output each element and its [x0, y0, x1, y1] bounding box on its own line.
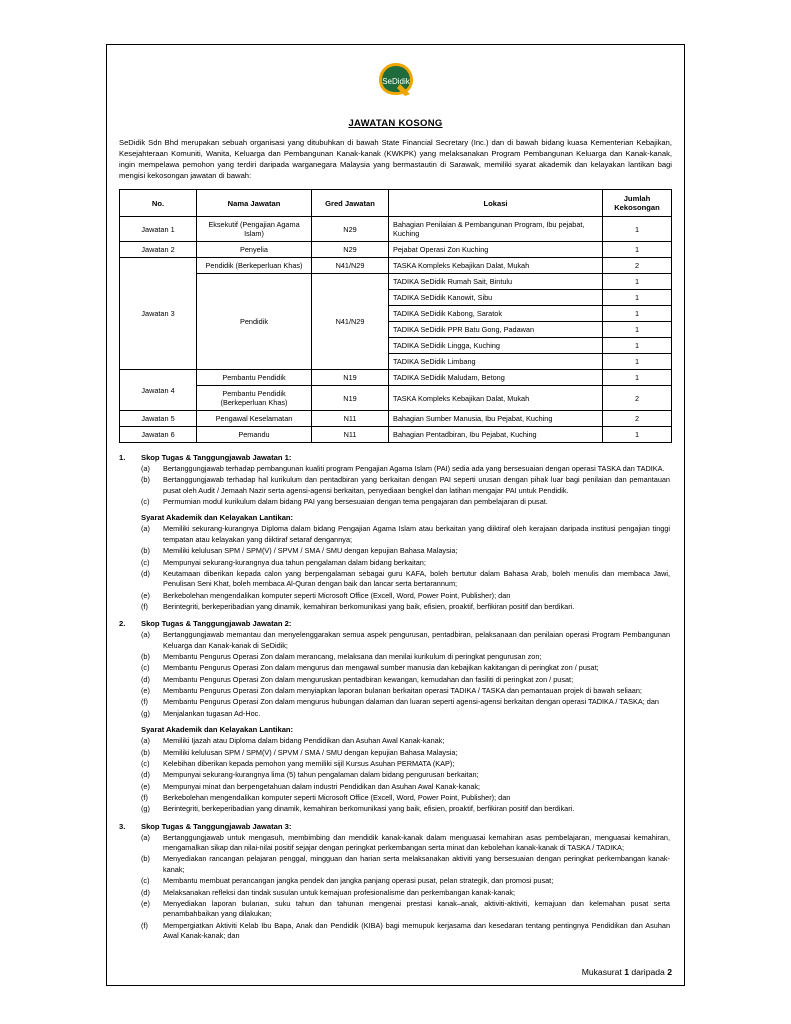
item-text: Mempunyai minat dan berpengetahuan dalam industri Pendidikan dan Asuhan Awal Kanak-kanak; — [163, 781, 481, 791]
item-marker: (a) — [141, 464, 150, 473]
logo-container — [119, 61, 672, 112]
item-text: Membantu Pengurus Operasi Zon dalam merancang, melaksana dan menilai kurikulum di peringkat pengurusan zon; — [163, 652, 542, 662]
cell-jumlah: 1 — [603, 322, 672, 338]
table-row — [120, 274, 672, 290]
item-marker: (c) — [141, 758, 150, 768]
cell-no: Jawatan 1 — [120, 217, 197, 242]
cell-lokasi: TADIKA SeDidik Rumah Sait, Bintulu — [389, 274, 603, 290]
section-item-list — [119, 630, 672, 719]
cell-gred-jawatan: N41/N29 — [312, 274, 389, 370]
cell-nama-jawatan: Eksekutif (Pengajian Agama Islam) — [197, 217, 312, 242]
item-marker: (e) — [141, 590, 150, 600]
cell-nama-jawatan: Pendidik — [197, 274, 312, 370]
table-row — [120, 370, 672, 386]
list-item — [119, 591, 672, 601]
section — [119, 619, 672, 814]
cell-nama-jawatan: Pembantu Pendidik — [197, 370, 312, 386]
section-number: 2. — [119, 619, 126, 629]
item-text: Melaksanakan refleksi dan tindak susulan untuk kemajuan profesionalisme dan perkembangan kanak-kanak; — [163, 887, 516, 897]
list-item — [119, 569, 672, 590]
item-text: Memiliki kelulusan SPM / SPM(V) / SPVM / SMA / SMU dengan kepujian Bahasa Malaysia; — [163, 546, 458, 556]
cell-jumlah: 1 — [603, 290, 672, 306]
cell-no: Jawatan 2 — [120, 242, 197, 258]
section-title: Skop Tugas & Tanggungjawab Jawatan 1: — [141, 453, 292, 462]
section-heading — [119, 453, 672, 462]
list-item — [119, 770, 672, 780]
cell-gred-jawatan: N41/N29 — [312, 258, 389, 274]
item-text: Menyediakan laporan bulanan, suku tahun dan tahunan mengenai prestasi kanak–anak, aktiviti-aktiviti, kemajuan dan kelemahan pusat serta penambahbaikan yang dilakukan; — [163, 898, 670, 919]
cell-lokasi: TADIKA SeDidik Kabong, Saratok — [389, 306, 603, 322]
cell-jumlah: 2 — [603, 258, 672, 274]
section-title: Skop Tugas & Tanggungjawab Jawatan 2: — [141, 619, 292, 629]
page-footer — [582, 967, 672, 977]
list-item — [119, 782, 672, 792]
list-item — [119, 558, 672, 568]
list-item — [119, 854, 672, 875]
list-item — [119, 652, 672, 662]
item-marker: (f) — [141, 697, 148, 707]
cell-gred-jawatan: N29 — [312, 242, 389, 258]
item-text: Memiliki Ijazah atau Diploma dalam bidang Pendidikan dan Asuhan Awal Kanak-kanak; — [163, 736, 445, 746]
table-row — [120, 386, 672, 411]
list-item — [119, 497, 672, 507]
item-text: Permurnian modul kurikulum dalam bidang PAI yang bersesuaian dengan tema pengajaran dan pembelajaran di pusat. — [163, 497, 548, 507]
item-text: Menjalankan tugasan Ad-Hoc. — [163, 708, 261, 718]
item-marker: (a) — [141, 524, 150, 534]
item-marker: (d) — [141, 770, 150, 780]
cell-jumlah: 2 — [603, 411, 672, 427]
section-requirement-list — [119, 736, 672, 815]
cell-gred-jawatan: N11 — [312, 411, 389, 427]
cell-no: Jawatan 3 — [120, 258, 197, 370]
page-title: JAWATAN KOSONG — [348, 118, 443, 129]
item-text: Memiliki kelulusan SPM / SPM(V) / SPVM / SMA / SMU dengan kepujian Bahasa Malaysia; — [163, 747, 458, 757]
cell-no: Jawatan 6 — [120, 427, 197, 443]
list-item — [119, 686, 672, 696]
item-text: Mempunyai sekurang-kurangnya dua tahun pengalaman dalam bidang berkaitan; — [163, 557, 426, 567]
item-marker: (b) — [141, 475, 150, 485]
table-row — [120, 427, 672, 443]
section-subheading: Syarat Akademik dan Kelayakan Lantikan: — [141, 725, 294, 735]
item-text: Berintegriti, berkeperibadian yang dinamik, kemahiran berkomunikasi yang baik, efisien, proaktif, berfikiran positif dan berdikari. — [163, 804, 575, 814]
cell-lokasi: TASKA Kompleks Kebajikan Dalat, Mukah — [389, 386, 603, 411]
list-item — [119, 475, 672, 496]
list-item — [119, 546, 672, 556]
item-text: Membantu Pengurus Operasi Zon dalam mengurus dan mengawal sumber manusia dan kebajikan kakitangan di peringkat zon / pusat; — [163, 663, 599, 673]
cell-lokasi: TADIKA SeDidik Maludam, Betong — [389, 370, 603, 386]
cell-lokasi: Bahagian Sumber Manusia, Ibu Pejabat, Kuching — [389, 411, 603, 427]
cell-gred-jawatan: N19 — [312, 370, 389, 386]
list-item — [119, 736, 672, 746]
table-row — [120, 217, 672, 242]
cell-jumlah: 1 — [603, 274, 672, 290]
cell-gred-jawatan: N11 — [312, 427, 389, 443]
cell-jumlah: 1 — [603, 354, 672, 370]
item-text: Berintegriti, berkeperibadian yang dinamik, kemahiran berkomunikasi yang baik, efisien, proaktif, berfikiran positif dan berdikari. — [163, 601, 575, 611]
cell-nama-jawatan: Pembantu Pendidik (Berkeperluan Khas) — [197, 386, 312, 411]
table-row — [120, 258, 672, 274]
item-text: Membantu membuat perancangan jangka pendek dan jangka panjang operasi pusat, pelan strategik, dan promosi pusat; — [163, 876, 554, 886]
section-heading — [119, 619, 672, 628]
list-item — [119, 524, 672, 545]
cell-no: Jawatan 4 — [120, 370, 197, 411]
cell-no: Jawatan 5 — [120, 411, 197, 427]
cell-jumlah: 1 — [603, 338, 672, 354]
item-marker: (e) — [141, 686, 150, 696]
section-subheading: Syarat Akademik dan Kelayakan Lantikan: — [141, 513, 294, 523]
item-marker: (d) — [141, 887, 150, 897]
item-text: Bertanggungjawab terhadap pembangunan kualiti program Pengajian Agama Islam (PAI) sedia ada yang bersesuaian dengan operasi TASKA dan TADIKA. — [163, 464, 665, 473]
list-item — [119, 759, 672, 769]
cell-nama-jawatan: Pemandu — [197, 427, 312, 443]
list-item — [119, 709, 672, 719]
cell-lokasi: Pejabat Operasi Zon Kuching — [389, 242, 603, 258]
intro-paragraph: SeDidik Sdn Bhd merupakan sebuah organisasi yang ditubuhkan di bawah State Financial Secretary (Inc.) dan di bawah bidang kuasa Kementerian Kebajikan, Kesejahteraan Komuniti, Wanita, Keluarga dan Pembangunan Kanak-kanak (KWKPK) yang melaksanakan Program Pembangunan Keluarga dan Kanak-kanak, ingin mempelawa pemohon yang terdiri daripada warganegara Malaysia yang bermastautin di Sarawak, memiliki syarat akademik dan kelayakan lantikan bagi mengisi kekosongan jawatan di bawah: — [119, 138, 672, 180]
cell-jumlah: 2 — [603, 386, 672, 411]
cell-nama-jawatan: Pendidik (Berkeperluan Khas) — [197, 258, 312, 274]
item-text: Berkebolehan mengendalikan komputer seperti Microsoft Office (Excell, Word, Power Point, Publisher); dan — [163, 792, 511, 802]
cell-lokasi: Bahagian Pentadbiran, Ibu Pejabat, Kuching — [389, 427, 603, 443]
cell-jumlah: 1 — [603, 370, 672, 386]
item-marker: (f) — [141, 920, 148, 930]
item-text: Menyediakan rancangan pelajaran penggal, mingguan dan harian serta melaksanakan aktiviti yang bersesuaian dengan peringkat perkembangan kanak-kanak; — [163, 854, 670, 874]
item-text: Bertanggungjawab memantau dan menyelenggarakan semua aspek pengurusan, pentadbiran, pelaksanaan dan penilaian operasi Program Pembangunan Keluarga dan Kanak-kanak di SeDidik; — [163, 630, 670, 650]
item-text: Keutamaan diberikan kepada calon yang berpengalaman sebagai guru KAFA, boleh bertutur dalam Bahasa Arab, boleh menulis dan membaca Jawi, Penulisan Seni Khat, boleh membaca Al-Quran dengan baik dan lancar serta bertarannum; — [163, 568, 670, 589]
footer-page-number: 1 — [624, 967, 629, 977]
section-title: Skop Tugas & Tanggungjawab Jawatan 3: — [141, 821, 292, 831]
list-item — [119, 663, 672, 673]
item-marker: (a) — [141, 630, 150, 640]
item-marker: (g) — [141, 708, 150, 718]
vacancy-table — [119, 189, 672, 443]
list-item — [119, 888, 672, 898]
section — [119, 453, 672, 612]
item-text: Berkebolehan mengendalikan komputer seperti Microsoft Office (Excell, Word, Power Point, Publisher); dan — [163, 590, 511, 600]
col-nama-jawatan: Nama Jawatan — [197, 190, 312, 217]
cell-jumlah: 1 — [603, 427, 672, 443]
cell-lokasi: TADIKA SeDidik Limbang — [389, 354, 603, 370]
item-marker: (e) — [141, 898, 150, 908]
item-text: Memiliki sekurang-kurangnya Diploma dalam bidang Pengajian Agama Islam atau berkaitan yang diiktiraf oleh kerajaan daripada institusi pengajian tinggi tempatan atau kelayakan yang diiktiraf setaraf dengannya; — [163, 524, 670, 544]
col-jumlah-kekosongan: Jumlah Kekosongan — [603, 190, 672, 217]
item-marker: (b) — [141, 546, 150, 556]
item-marker: (b) — [141, 854, 150, 864]
item-marker: (d) — [141, 568, 150, 578]
item-text: Membantu Pengurus Operasi Zon dalam mengurus hubungan dalaman dan luaran seperti agensi-agensi berkaitan dengan operasi TADIKA / TASKA; dan — [163, 697, 659, 707]
item-marker: (c) — [141, 557, 150, 567]
sedidik-logo-icon — [376, 61, 416, 107]
document-sheet — [106, 44, 685, 986]
table-header-row — [120, 190, 672, 217]
list-item — [119, 833, 672, 854]
section-number: 1. — [119, 453, 126, 462]
cell-jumlah: 1 — [603, 306, 672, 322]
col-gred-jawatan: Gred Jawatan — [312, 190, 389, 217]
table-row — [120, 242, 672, 258]
item-marker: (b) — [141, 747, 150, 757]
list-item — [119, 899, 672, 920]
section — [119, 822, 672, 942]
list-item — [119, 748, 672, 758]
item-marker: (c) — [141, 663, 150, 673]
col-lokasi: Lokasi — [389, 190, 603, 217]
sections-container — [119, 453, 672, 941]
cell-lokasi: TADIKA SeDidik Kanowit, Sibu — [389, 290, 603, 306]
item-marker: (f) — [141, 601, 148, 611]
item-marker: (a) — [141, 832, 150, 842]
footer-total-pages: 2 — [667, 967, 672, 977]
section-requirement-list — [119, 524, 672, 612]
table-row — [120, 411, 672, 427]
cell-lokasi: Bahagian Penilaian & Pembangunan Program, Ibu pejabat, Kuching — [389, 217, 603, 242]
section-item-list — [119, 833, 672, 942]
list-item — [119, 921, 672, 942]
item-marker: (g) — [141, 804, 150, 814]
cell-jumlah: 1 — [603, 242, 672, 258]
cell-lokasi: TADIKA SeDidik Lingga, Kuching — [389, 338, 603, 354]
section-heading — [119, 822, 672, 831]
cell-lokasi: TADIKA SeDidik PPR Batu Gong, Padawan — [389, 322, 603, 338]
item-marker: (a) — [141, 736, 150, 746]
section-number: 3. — [119, 821, 126, 831]
item-text: Bertanggungjawab untuk mengasuh, membimbing dan mendidik kanak-kanak dalam menguasai kemahiran asas pembelajaran, menguasai kemahiran, mengamalkan sikap dan nilai-nilai positif sejajar dengan peringkat perkembangan serta minat dan kebolehan kanak-kanak di TASKA / TADIKA; — [163, 832, 670, 853]
list-item — [119, 876, 672, 886]
item-marker: (c) — [141, 497, 150, 507]
cell-gred-jawatan: N29 — [312, 217, 389, 242]
list-item — [119, 630, 672, 651]
footer-prefix: Mukasurat — [581, 967, 622, 977]
footer-mid: daripada — [631, 967, 665, 977]
item-text: Mempunyai sekurang-kurangnya lima (5) tahun pengalaman dalam bidang pengurusan berkaitan; — [163, 770, 479, 780]
list-item — [119, 675, 672, 685]
list-item — [119, 697, 672, 707]
cell-jumlah: 1 — [603, 217, 672, 242]
item-text: Membantu Pengurus Operasi Zon dalam menyiapkan laporan bulanan berkaitan operasi TADIKA / TASKA dan pemantauan projek di bawah seliaan; — [163, 686, 642, 696]
section-item-list — [119, 464, 672, 507]
list-item — [119, 602, 672, 612]
item-text: Membantu Pengurus Operasi Zon dalam menguruskan pentadbiran kewangan, kemudahan dan fasiliti di peringkat zon / pusat; — [163, 674, 574, 684]
item-text: Bertanggungjawab terhadap hal kurikulum dan pentadbiran yang berkaitan dengan PAI seperti urusan dengan pihak luar bagi penilaian dan pemantauan pusat oleh Audit / Jemaah Nazir serta agensi-agensi berkaitan, penyediaan bengkel dan latihan mengajar PAI untuk Pendidik. — [163, 475, 670, 495]
item-marker: (d) — [141, 674, 150, 684]
item-text: Kelebihan diberikan kepada pemohon yang memiliki sijil Kursus Asuhan PERMATA (KAP); — [163, 758, 455, 768]
item-marker: (e) — [141, 781, 150, 791]
cell-gred-jawatan: N19 — [312, 386, 389, 411]
list-item — [119, 804, 672, 814]
list-item — [119, 464, 672, 474]
cell-nama-jawatan: Pengawal Keselamatan — [197, 411, 312, 427]
cell-nama-jawatan: Penyelia — [197, 242, 312, 258]
item-marker: (f) — [141, 792, 148, 802]
list-item — [119, 793, 672, 803]
item-text: Mempergiatkan Aktiviti Kelab Ibu Bapa, Anak dan Pendidik (KIBA) bagi memupuk kerjasama dan kesedaran tentang pentingnya Pendidikan dan Asuhan Awal Kanak-kanak; dan — [163, 920, 670, 940]
svg-text:SeDidik: SeDidik — [381, 77, 410, 86]
col-no: No. — [120, 190, 197, 217]
item-marker: (c) — [141, 876, 150, 886]
item-marker: (b) — [141, 652, 150, 662]
cell-lokasi: TASKA Kompleks Kebajikan Dalat, Mukah — [389, 258, 603, 274]
